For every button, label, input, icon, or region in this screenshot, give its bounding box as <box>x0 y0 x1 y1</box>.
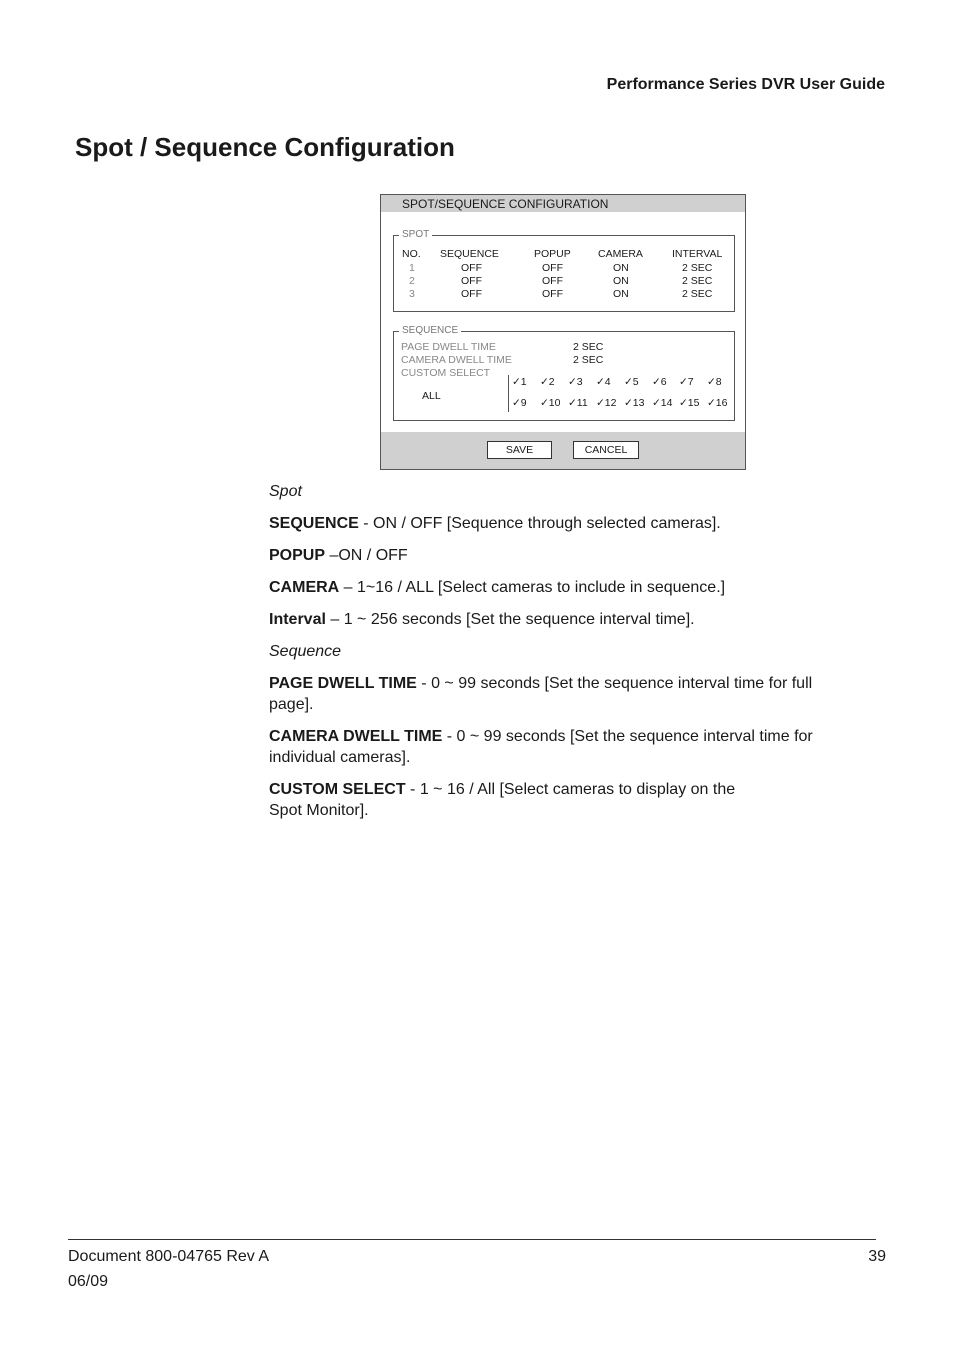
camera-checkbox-10[interactable]: ✓10 <box>540 397 561 409</box>
interval-desc <box>269 609 849 630</box>
spot-row-2-camera[interactable]: ON <box>613 275 629 287</box>
save-button[interactable]: SAVE <box>487 441 552 459</box>
popup-desc <box>269 545 849 566</box>
spot-row-2-popup[interactable]: OFF <box>542 275 563 287</box>
spot-row-3-no: 3 <box>409 288 415 300</box>
dialog-title: SPOT/SEQUENCE CONFIGURATION <box>381 195 745 212</box>
page-dwell-label: PAGE DWELL TIME <box>401 341 496 353</box>
camera-dwell-desc <box>269 726 844 768</box>
camera-divider <box>508 375 509 412</box>
dialog-footer <box>381 432 745 469</box>
camera-checkbox-11[interactable]: ✓11 <box>568 397 588 409</box>
sequence-text: - ON / OFF [Sequence through selected cameras]. <box>358 515 721 532</box>
sequence-desc <box>269 513 849 534</box>
camera-checkbox-3[interactable]: ✓3 <box>568 376 583 388</box>
sequence-term: SEQUENCE <box>269 515 359 532</box>
custom-select-label: CUSTOM SELECT <box>401 367 491 379</box>
page-number: 39 <box>868 1248 886 1265</box>
spot-legend: SPOT <box>399 229 432 241</box>
header-guide-title: Performance Series DVR User Guide <box>606 76 885 93</box>
spot-header-no: NO. <box>402 248 421 260</box>
spot-header-popup: POPUP <box>534 248 571 260</box>
interval-text: – 1 ~ 256 seconds [Set the sequence interval time]. <box>325 611 695 628</box>
spot-row-3-interval[interactable]: 2 SEC <box>682 288 713 300</box>
custom-select-text-2: Spot Monitor]. <box>269 802 369 819</box>
spot-row-1-interval[interactable]: 2 SEC <box>682 262 713 274</box>
camera-checkbox-15[interactable]: ✓15 <box>679 397 700 409</box>
camera-checkbox-13[interactable]: ✓13 <box>624 397 645 409</box>
spot-row-3-sequence[interactable]: OFF <box>461 288 482 300</box>
camera-term: CAMERA <box>269 579 340 596</box>
camera-checkbox-4[interactable]: ✓4 <box>596 376 611 388</box>
spot-row-1-popup[interactable]: OFF <box>542 262 563 274</box>
camera-checkbox-2[interactable]: ✓2 <box>540 376 555 388</box>
camera-checkbox-6[interactable]: ✓6 <box>652 376 667 388</box>
spot-row-2-no: 2 <box>409 275 415 287</box>
footer-rule <box>68 1239 876 1240</box>
spot-row-1-no: 1 <box>409 262 415 274</box>
camera-checkbox-12[interactable]: ✓12 <box>596 397 617 409</box>
page-dwell-text: - 0 ~ 99 seconds [Set the sequence interval time for full page]. <box>269 675 813 713</box>
camera-desc <box>269 577 849 598</box>
footer-date: 06/09 <box>68 1273 109 1290</box>
camera-checkbox-9[interactable]: ✓9 <box>512 397 527 409</box>
page-dwell-value[interactable]: 2 SEC <box>573 341 604 353</box>
custom-select-desc <box>269 779 849 821</box>
camera-checkbox-1[interactable]: ✓1 <box>512 376 527 388</box>
spot-sequence-dialog <box>380 194 746 470</box>
popup-term: POPUP <box>269 547 326 564</box>
sequence-heading: Sequence <box>269 643 342 660</box>
page-title: Spot / Sequence Configuration <box>75 132 455 162</box>
spot-row-2-sequence[interactable]: OFF <box>461 275 482 287</box>
cancel-button[interactable]: CANCEL <box>573 441 639 459</box>
interval-term: Interval <box>269 611 326 628</box>
page-dwell-term: PAGE DWELL TIME <box>269 675 417 692</box>
sequence-group <box>393 325 735 421</box>
camera-dwell-text: - 0 ~ 99 seconds [Set the sequence interval time for individual cameras]. <box>269 728 813 766</box>
custom-select-term: CUSTOM SELECT <box>269 781 406 798</box>
spot-row-3-popup[interactable]: OFF <box>542 288 563 300</box>
spot-group <box>393 229 735 312</box>
camera-checkbox-16[interactable]: ✓16 <box>707 397 728 409</box>
spot-row-1-sequence[interactable]: OFF <box>461 262 482 274</box>
camera-dwell-label: CAMERA DWELL TIME <box>401 354 512 366</box>
spot-row-3-camera[interactable]: ON <box>613 288 629 300</box>
camera-checkbox-7[interactable]: ✓7 <box>679 376 694 388</box>
spot-row-1-camera[interactable]: ON <box>613 262 629 274</box>
page-dwell-desc <box>269 673 844 715</box>
sequence-legend: SEQUENCE <box>399 325 461 337</box>
camera-checkbox-5[interactable]: ✓5 <box>624 376 639 388</box>
camera-checkbox-8[interactable]: ✓8 <box>707 376 722 388</box>
all-option[interactable]: ALL <box>422 390 441 402</box>
camera-text: – 1~16 / ALL [Select cameras to include in sequence.] <box>339 579 726 596</box>
spot-header-camera: CAMERA <box>598 248 643 260</box>
spot-row-2-interval[interactable]: 2 SEC <box>682 275 713 287</box>
camera-checkbox-14[interactable]: ✓14 <box>652 397 673 409</box>
camera-dwell-term: CAMERA DWELL TIME <box>269 728 443 745</box>
spot-heading: Spot <box>269 483 302 500</box>
footer-document: Document 800-04765 Rev A <box>68 1248 270 1265</box>
custom-select-text: - 1 ~ 16 / All [Select cameras to display on the <box>405 781 736 798</box>
camera-dwell-value[interactable]: 2 SEC <box>573 354 604 366</box>
spot-header-interval: INTERVAL <box>672 248 723 260</box>
popup-text: –ON / OFF <box>325 547 408 564</box>
spot-header-sequence: SEQUENCE <box>440 248 499 260</box>
